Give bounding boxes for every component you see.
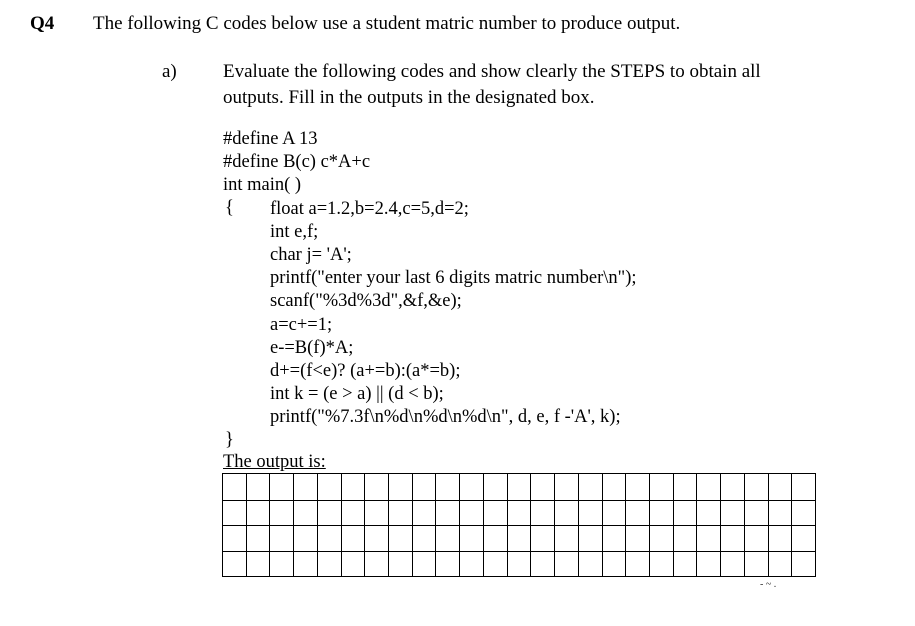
output-grid-row <box>223 474 816 501</box>
output-grid-cell[interactable] <box>531 474 555 501</box>
output-grid-cell[interactable] <box>578 474 602 501</box>
output-grid-cell[interactable] <box>365 501 389 526</box>
output-grid-cell[interactable] <box>673 526 697 551</box>
code-line: int k = (e > a) || (d < b); <box>270 384 444 404</box>
output-grid-cell[interactable] <box>531 501 555 526</box>
code-define-b: #define B(c) c*A+c <box>223 152 371 172</box>
output-grid-cell[interactable] <box>483 474 507 501</box>
output-grid-cell[interactable] <box>507 526 531 551</box>
output-grid-cell[interactable] <box>721 474 745 501</box>
output-grid-cell[interactable] <box>483 501 507 526</box>
output-grid-cell[interactable] <box>555 474 579 501</box>
output-grid-cell[interactable] <box>412 551 436 576</box>
output-grid-cell[interactable] <box>721 526 745 551</box>
code-main-signature: int main( ) <box>223 175 302 195</box>
output-grid-cell[interactable] <box>483 526 507 551</box>
output-grid-cell[interactable] <box>365 551 389 576</box>
code-open-brace: { <box>225 198 234 218</box>
output-grid-cell[interactable] <box>270 526 294 551</box>
output-grid-cell[interactable] <box>697 551 721 576</box>
output-grid-cell[interactable] <box>721 501 745 526</box>
output-grid-cell[interactable] <box>317 551 341 576</box>
output-grid-cell[interactable] <box>555 501 579 526</box>
output-grid-cell[interactable] <box>768 551 792 576</box>
output-grid-cell[interactable] <box>223 526 247 551</box>
output-grid-cell[interactable] <box>389 526 413 551</box>
output-grid-cell[interactable] <box>223 551 247 576</box>
output-grid-cell[interactable] <box>721 551 745 576</box>
output-grid-cell[interactable] <box>317 474 341 501</box>
output-grid-cell[interactable] <box>436 551 460 576</box>
output-grid-row <box>223 501 816 526</box>
output-grid-cell[interactable] <box>626 474 650 501</box>
code-line: printf("enter your last 6 digits matric number\n"); <box>270 268 637 288</box>
output-grid-cell[interactable] <box>507 551 531 576</box>
output-grid-cell[interactable] <box>436 474 460 501</box>
output-grid-cell[interactable] <box>460 551 484 576</box>
output-grid-cell[interactable] <box>697 526 721 551</box>
part-label: a) <box>162 61 177 82</box>
output-grid-cell[interactable] <box>294 551 318 576</box>
output-grid-cell[interactable] <box>531 526 555 551</box>
output-grid-cell[interactable] <box>649 474 673 501</box>
output-grid-cell[interactable] <box>246 526 270 551</box>
code-line: e-=B(f)*A; <box>270 338 354 358</box>
output-grid-cell[interactable] <box>555 551 579 576</box>
output-grid-cell[interactable] <box>626 526 650 551</box>
output-grid-cell[interactable] <box>294 501 318 526</box>
output-grid-cell[interactable] <box>531 551 555 576</box>
output-grid-cell[interactable] <box>389 551 413 576</box>
output-grid-row <box>223 551 816 576</box>
output-grid-cell[interactable] <box>412 526 436 551</box>
output-grid-cell[interactable] <box>578 526 602 551</box>
output-grid-cell[interactable] <box>294 526 318 551</box>
output-grid-cell[interactable] <box>436 526 460 551</box>
output-grid-cell[interactable] <box>792 526 816 551</box>
output-grid-cell[interactable] <box>341 551 365 576</box>
output-grid-cell[interactable] <box>673 501 697 526</box>
output-grid-cell[interactable] <box>389 474 413 501</box>
output-grid-cell[interactable] <box>602 474 626 501</box>
output-grid-cell[interactable] <box>246 474 270 501</box>
output-grid-cell[interactable] <box>412 474 436 501</box>
output-grid-cell[interactable] <box>317 526 341 551</box>
code-line: d+=(f<e)? (a+=b):(a*=b); <box>270 361 461 381</box>
output-grid-cell[interactable] <box>602 526 626 551</box>
code-line: float a=1.2,b=2.4,c=5,d=2; <box>270 199 469 219</box>
output-grid-cell[interactable] <box>602 551 626 576</box>
output-grid[interactable] <box>222 473 816 577</box>
output-grid-cell[interactable] <box>626 551 650 576</box>
instruction-line-1: Evaluate the following codes and show clearly the STEPS to obtain all <box>223 61 761 82</box>
output-grid-cell[interactable] <box>578 551 602 576</box>
output-grid-row <box>223 526 816 551</box>
output-grid-cell[interactable] <box>744 474 768 501</box>
output-grid-cell[interactable] <box>341 501 365 526</box>
output-grid-cell[interactable] <box>270 474 294 501</box>
question-number: Q4 <box>30 13 55 34</box>
output-grid-cell[interactable] <box>460 526 484 551</box>
output-grid-cell[interactable] <box>792 474 816 501</box>
output-grid-cell[interactable] <box>460 501 484 526</box>
output-grid-cell[interactable] <box>460 474 484 501</box>
output-grid-cell[interactable] <box>649 551 673 576</box>
output-grid-cell[interactable] <box>365 526 389 551</box>
output-grid-cell[interactable] <box>507 501 531 526</box>
output-grid-cell[interactable] <box>246 501 270 526</box>
output-grid-cell[interactable] <box>270 551 294 576</box>
question-intro: The following C codes below use a student matric number to produce output. <box>93 13 681 34</box>
output-grid-cell[interactable] <box>744 551 768 576</box>
output-grid-cell[interactable] <box>412 501 436 526</box>
output-grid-cell[interactable] <box>507 474 531 501</box>
output-grid-cell[interactable] <box>294 474 318 501</box>
code-line: char j= 'A'; <box>270 245 352 265</box>
output-label: The output is: <box>223 452 326 472</box>
output-grid-cell[interactable] <box>792 551 816 576</box>
code-line: scanf("%3d%3d",&f,&e); <box>270 291 462 311</box>
output-grid-cell[interactable] <box>649 501 673 526</box>
output-grid-cell[interactable] <box>744 526 768 551</box>
output-grid-cell[interactable] <box>673 474 697 501</box>
output-grid-cell[interactable] <box>436 501 460 526</box>
output-grid-cell[interactable] <box>483 551 507 576</box>
output-grid-cell[interactable] <box>649 526 673 551</box>
output-grid-cell[interactable] <box>792 501 816 526</box>
output-grid-cell[interactable] <box>365 474 389 501</box>
stray-marks: - ~ . <box>760 579 777 590</box>
code-close-brace: } <box>225 430 234 450</box>
output-grid-cell[interactable] <box>697 474 721 501</box>
output-grid-cell[interactable] <box>673 551 697 576</box>
output-grid-cell[interactable] <box>555 526 579 551</box>
output-grid-cell[interactable] <box>744 501 768 526</box>
output-grid-cell[interactable] <box>768 501 792 526</box>
output-grid-cell[interactable] <box>341 474 365 501</box>
instruction-line-2: outputs. Fill in the outputs in the designated box. <box>223 87 595 108</box>
output-grid-cell[interactable] <box>223 474 247 501</box>
code-line: printf("%7.3f\n%d\n%d\n%d\n", d, e, f -'A', k); <box>270 407 621 427</box>
code-define-a: #define A 13 <box>223 129 318 149</box>
output-grid-cell[interactable] <box>317 501 341 526</box>
output-grid-cell[interactable] <box>768 526 792 551</box>
output-grid-cell[interactable] <box>270 501 294 526</box>
code-line: a=c+=1; <box>270 315 333 335</box>
output-grid-cell[interactable] <box>697 501 721 526</box>
output-grid-cell[interactable] <box>626 501 650 526</box>
code-line: int e,f; <box>270 222 319 242</box>
output-grid-cell[interactable] <box>389 501 413 526</box>
output-grid-cell[interactable] <box>578 501 602 526</box>
output-grid-cell[interactable] <box>341 526 365 551</box>
output-grid-cell[interactable] <box>602 501 626 526</box>
output-grid-cell[interactable] <box>223 501 247 526</box>
output-grid-cell[interactable] <box>768 474 792 501</box>
output-grid-cell[interactable] <box>246 551 270 576</box>
